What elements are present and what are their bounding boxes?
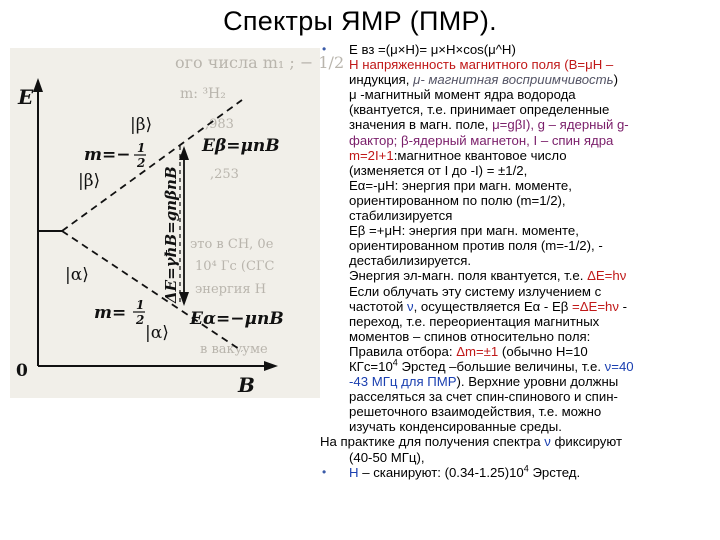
beta-label-mid: |β⟩ [78,171,101,191]
scan-texture-3: ,983 [205,117,234,132]
text-line: На практике для получения спектра ν фиксируют [320,434,623,450]
page-title: Спектры ЯМР (ПМР). [223,6,497,36]
text-line: Eβ =+μH: энергия при магн. моменте, [349,223,579,239]
text-line: индукция, μ- магнитная восприимчивость) [349,72,618,88]
text-line: ориентированном по полю (m=1/2), [349,192,566,208]
origin-label: 0 [16,361,28,381]
scan-texture-6: 10⁴ Гс (СГС [195,259,275,274]
scan-texture-5: это в CH, 0е [190,237,274,252]
text-line: фактор; β-ядерный магнетон, I – спин ядра [349,132,614,148]
m-lower-label: m= [94,303,127,323]
text-line: m=2I+1:магнитное квантовое число [349,147,567,163]
diagram-svg [10,48,345,398]
m-lower-den: 2 [136,313,145,327]
bullet-icon: • [322,464,327,479]
text-line: (40-50 МГц), [349,449,425,465]
scan-texture-7: энергия H [195,282,267,297]
alpha-label-low: |α⟩ [145,323,169,343]
text-line: стабилизируется [349,208,453,224]
text-line: расселяться за счет спин-спинового и спин- [349,389,618,405]
text-line: -43 МГц для ПМР). Верхние уровни должны [349,374,619,390]
text-line: изучать конденсированные среды. [349,419,562,435]
text-line: дестабилизируется. [349,253,472,269]
text-line: моментов – спинов относительно поля: [349,328,591,344]
e-axis-label: E [18,85,34,109]
text-line: ориентированном против поля (m=-1/2), - [349,238,603,254]
text-line: Eα=-μH: энергия при магн. моменте, [349,177,572,193]
e-beta-label: Eβ=μnB [202,136,280,156]
m-lower-num: 1 [136,298,145,312]
text-line: переход, т.е. переориентация магнитных [349,313,600,329]
delta-e-label: ΔE=γħB=gnβnB [162,166,180,303]
e-axis-arrow [33,78,43,92]
text-line: H напряженность магнитного поля (B=μH – [349,57,614,73]
text-line: частотой ν, осуществляется Eα - Eβ =ΔE=hν - [349,298,628,314]
m-upper-num: 1 [137,141,146,155]
text-line: • H – сканируют: $(0.34-1.25)10^4$ Эрстед. [322,463,581,480]
scan-texture-1: ого числа m₁ ; − 1/2 [175,53,345,72]
text-line: Энергия эл-магн. поля квантуется, т.е. ΔE=hν [349,268,627,284]
scan-texture-8: в вакууме [200,342,268,357]
text-line: Если облучать эту систему излучением с [349,283,602,299]
text-line: $КГс=10^4$ Эрстед –большие величины, т.е. ν=40 [349,357,634,374]
b-axis-label: B [238,373,255,397]
m-upper-den: 2 [137,156,146,170]
m-upper-label: m=− [84,145,131,165]
text-line: • E вз =(μ×H)= μ×H×cos(μ^H) [322,42,516,57]
beta-label-top: |β⟩ [130,115,153,135]
alpha-label-mid: |α⟩ [65,265,89,285]
text-line: (изменяется от I до -I) = ±1/2, [349,162,528,178]
energy-level-diagram [10,48,345,398]
text-line: (квантуется, т.е. принимает определенные [349,102,610,118]
text-line: Правила отбора: Δm=±1 (обычно H=10 [349,343,588,359]
text-line: μ -магнитный момент ядра водорода [349,87,576,103]
bullet-icon: • [322,42,327,56]
text-line: значения в магн. поле, μ=gβI), g – ядерный g- [349,117,629,133]
e-alpha-label: Eα=−μnB [190,309,284,329]
text-line: решеточного взаимодействия, т.е. можно [349,404,602,420]
explanation-text [320,42,716,480]
scan-texture-2: m: ³H₂ [180,86,226,102]
scan-texture-4: ,253 [210,167,239,182]
b-axis-arrow [264,361,278,371]
